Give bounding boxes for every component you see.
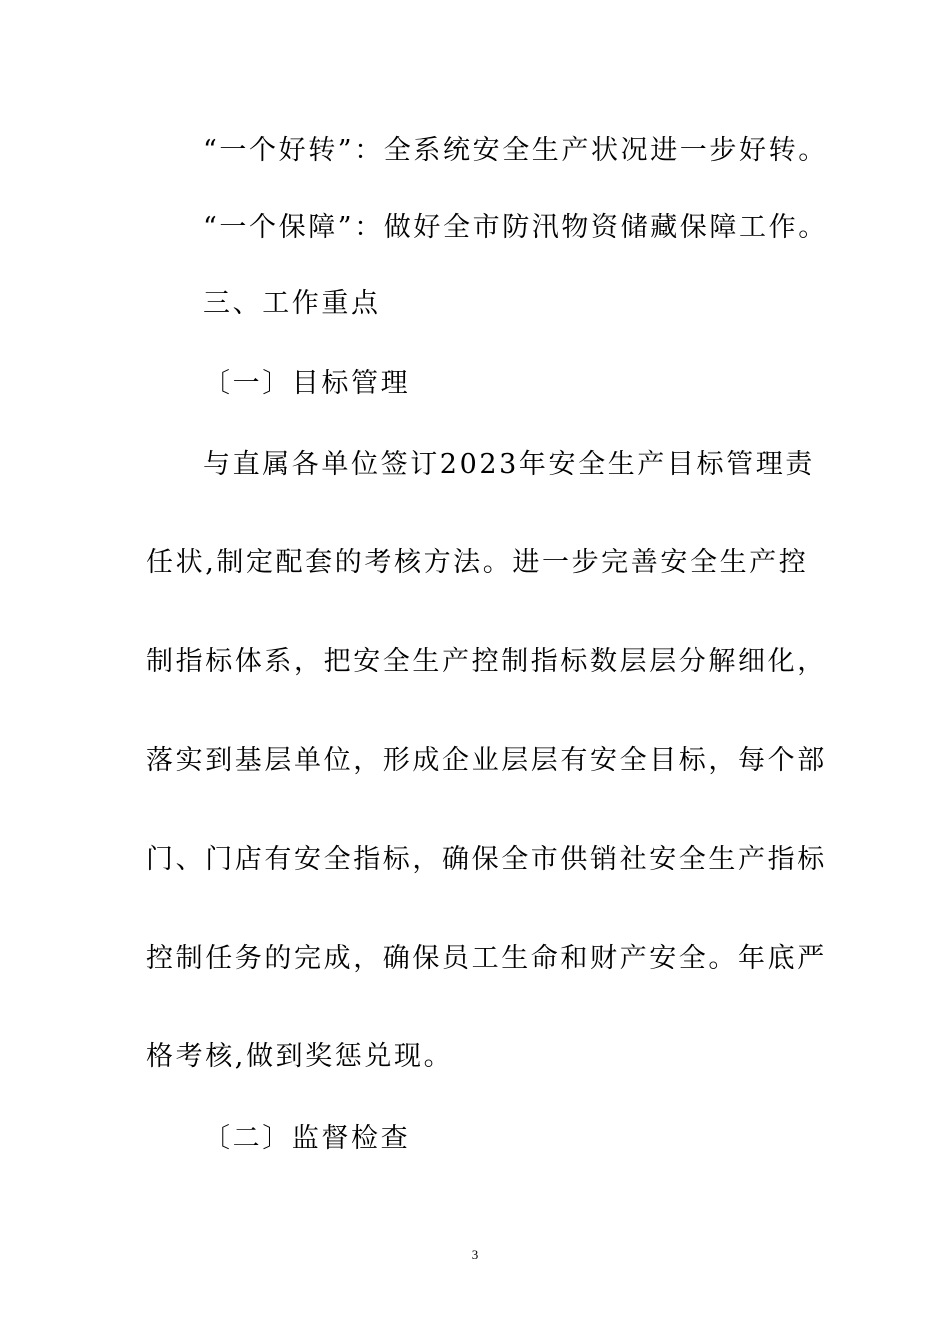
paragraph-line: 与直属各单位签订2023年安全生产目标管理责 [203,449,815,480]
subsection-heading-supervision-inspection: 〔二〕监督检查 [203,1123,411,1154]
page-number: 3 [471,1247,479,1262]
subsection-heading-target-management: 〔一〕目标管理 [203,368,411,399]
paragraph-line: 控制任务的完成，确保员工生命和财产安全。年底严 [146,943,827,974]
paragraph-line: 门、门店有安全指标，确保全市供销社安全生产指标 [146,844,827,875]
section-heading-work-focus: 三、工作重点 [203,288,381,319]
goal-improvement-line: “一个好转”：全系统安全生产状况进一步好转。 [203,135,828,166]
paragraph-line: 制指标体系，把安全生产控制指标数层层分解细化， [146,646,827,677]
paragraph-line: 格考核,做到奖惩兑现。 [146,1041,454,1072]
goal-guarantee-line: “一个保障”：做好全市防汛物资储藏保障工作。 [203,212,828,243]
paragraph-line: 任状,制定配套的考核方法。进一步完善安全生产控 [146,547,809,578]
paragraph-line: 落实到基层单位，形成企业层层有安全目标，每个部 [146,745,827,776]
